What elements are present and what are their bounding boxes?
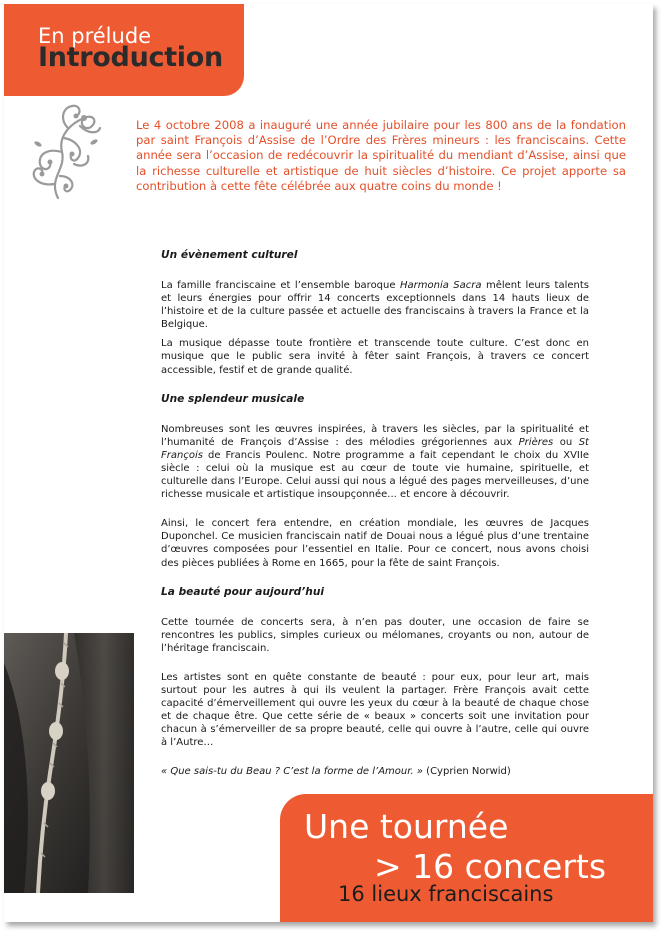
section-paragraph: La famille franciscaine et l’ensemble baroque Harmonia Sacra mêlent leurs talents et leurs énergies pour offrir 14 concerts exceptionnels dans 14 hauts lieux de l’histoire et de la culture passée et actuelle des franciscains à travers la France et la Belgique. (161, 280, 589, 331)
knotted-cord-photo-icon (4, 633, 134, 893)
quote: « Que sais-tu du Beau ? C’est la forme de l’Amour. » (Cyprien Norwid) (161, 766, 511, 778)
section-heading: Un évènement culturel (161, 249, 298, 261)
tour-title: Une tournée (304, 807, 509, 846)
body-column (161, 249, 589, 785)
header-prelude: En prélude (38, 24, 152, 48)
section-paragraph: Nombreuses sont les œuvres inspirées, à travers les siècles, par la spiritualité et l’humanité de François d’Assise : des mélodies grégoriennes aux Prières ou St François de Francis Poulenc. Notre programme a fait cependant le choix du XVIIe siècle : celui où la musique est au cœur de toute vie humaine, spirituelle, et culturelle dans l’Europe. Celui aussi qui nous a légué des pages merveilleuses, d’une richesse musicale et artistique insoupçonnée... et encore à découvrir. (161, 423, 589, 501)
section-paragraph: Ainsi, le concert fera entendre, en création mondiale, les œuvres de Jacques Duponchel. Ce musicien franciscain natif de Douai nous a légué plus d’une trentaine d’œuvres composées pour l’essentiel en Italie. Pour ce concert, nous avons choisi des pièces publiées à Rome en 1665, pour la fête de saint François. (161, 518, 589, 569)
floral-swirl-icon (18, 98, 104, 204)
brochure-page (4, 4, 653, 922)
page-title: Introduction (38, 42, 223, 73)
section-heading: La beauté pour aujourd’hui (161, 585, 324, 598)
tour-concert-count: > 16 concerts (374, 847, 607, 886)
tour-venue-count: 16 lieux franciscains (338, 882, 554, 906)
section-paragraph: Les artistes sont en quête constante de beauté : pour eux, pour leur art, mais surtout pour les autres à qui ils veulent la partager. Frère François avait cette capacité d’émerveillement qui ouvre les yeux du cœur à la beauté de chaque chose et de chaque être. Que cette série de « beaux » concerts soit une invitation pour chacun à s’émerveiller de sa propre beauté, celle qui ouvre à l’autre, celle qui ouvre à l’Autre… (161, 671, 589, 749)
section-paragraph: Cette tournée de concerts sera, à n’en pas douter, une occasion de faire se rencontres les publics, simples curieux ou mélomanes, croyants ou non, autour de l’héritage franciscain. (161, 616, 589, 654)
section-paragraph: La musique dépasse toute frontière et transcende toute culture. C’est donc en musique que le public sera invité à fêter saint François, à travers ce concert accessible, festif et de grande qualité. (161, 338, 589, 376)
section-heading: Une splendeur musicale (161, 392, 305, 405)
intro-paragraph: Le 4 octobre 2008 a inauguré une année jubilaire pour les 800 ans de la fondation par saint François d’Assise de l’Ordre des Frères mineurs : les franciscains. Cette année sera l’occasion de redécouvrir la spiritualité du mendiant d’Assise, ainsi que la richesse culturelle et artistique de huit siècles d’histoire. Ce projet apporte sa contribution à cette fête célébrée aux quatre coins du monde ! (136, 118, 626, 193)
